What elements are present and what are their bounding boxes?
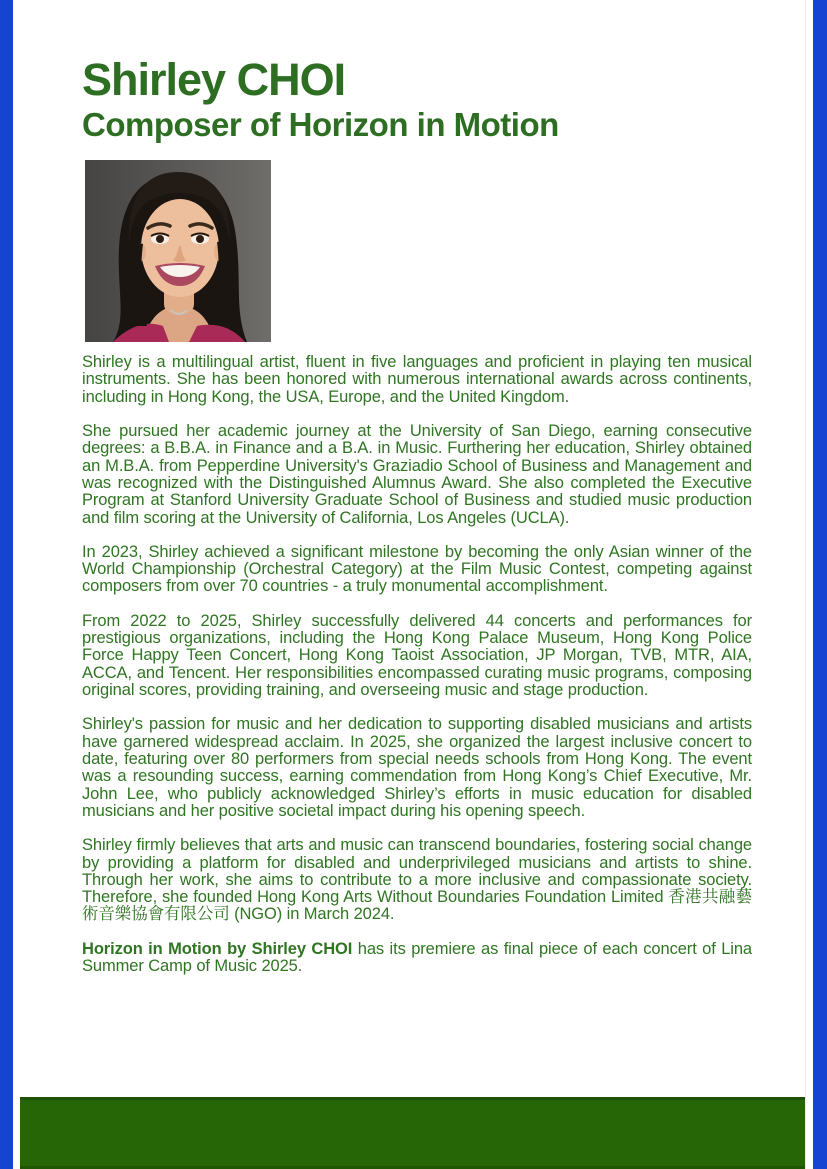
bio-section (82, 354, 752, 975)
bio-paragraph: In 2023, Shirley achieved a significant milestone by becoming the only Asian winner of the World Championship (Orchestral Category) at the Film Music Contest, competing against composers from over 70 countries - a truly monumental accomplishment. (82, 542, 752, 596)
page-content (82, 0, 752, 975)
bio-paragraph: She pursued her academic journey at the University of San Diego, earning consecutive degrees: a B.B.A. in Finance and a B.A. in Music. Furthering her education, Shirley obtained an M.B.A. from Pepperdine University's Graziadio School of Business and Management and was recognized with the Distinguished Alumnus Award. She also completed the Executive Program at Stanford University Graduate School of Business and studied music production and film scoring at the University of California, Los Angeles (UCLA). (82, 421, 752, 527)
bio-paragraph: Shirley's passion for music and her dedication to supporting disabled musicians and artists have garnered widespread acclaim. In 2025, she organized the largest inclusive concert to date, featuring over 80 performers from special needs schools from Hong Kong. The event was a resounding success, earning commendation from Hong Kong’s Chief Executive, Mr. John Lee, who publicly acknowledged Shirley’s efforts in music education for disabled musicians and her positive societal impact during his opening speech. (82, 715, 752, 820)
page-subtitle: Composer of Horizon in Motion (82, 106, 559, 143)
footer-accent-bar (20, 1097, 805, 1169)
page-title: Shirley CHOI (82, 54, 346, 105)
bio-paragraph: Shirley firmly believes that arts and music can transcend boundaries, fostering social change by providing a platform for disabled and underprivileged musicians and artists to shine. Through her work, she aims to contribute to a more inclusive and compassionate society. Therefore, she founded Hong Kong Arts Without Boundaries Foundation Limited 香港共融藝術音樂協會有限公司 (NGO) in March 2024. (82, 836, 752, 924)
bio-paragraph: From 2022 to 2025, Shirley successfully delivered 44 concerts and performances for prestigious organizations, including the Hong Kong Palace Museum, Hong Kong Police Force Happy Teen Concert, Hong Kong Taoist Association, JP Morgan, TVB, MTR, AIA, ACCA, and Tencent. Her responsibilities encompassed curating music programs, composing original scores, providing training, and overseeing music and stage production. (82, 611, 752, 699)
bio-paragraph: Shirley is a multilingual artist, fluent in five languages and proficient in playing ten musical instruments. She has been honored with numerous international awards across continents, including in Hong Kong, the USA, Europe, and the United Kingdom. (82, 353, 752, 406)
right-accent-bar (813, 0, 827, 1169)
bio-paragraph: Horizon in Motion by Shirley CHOI has its premiere as final piece of each concert of Lina Summer Camp of Music 2025. (82, 939, 752, 976)
left-accent-bar (0, 0, 13, 1169)
bio-paragraphs (82, 354, 752, 975)
bio-bold-lead: Horizon in Motion by Shirley CHOI (82, 939, 353, 958)
portrait-photo (85, 160, 271, 342)
page-edge-line (805, 0, 806, 1169)
